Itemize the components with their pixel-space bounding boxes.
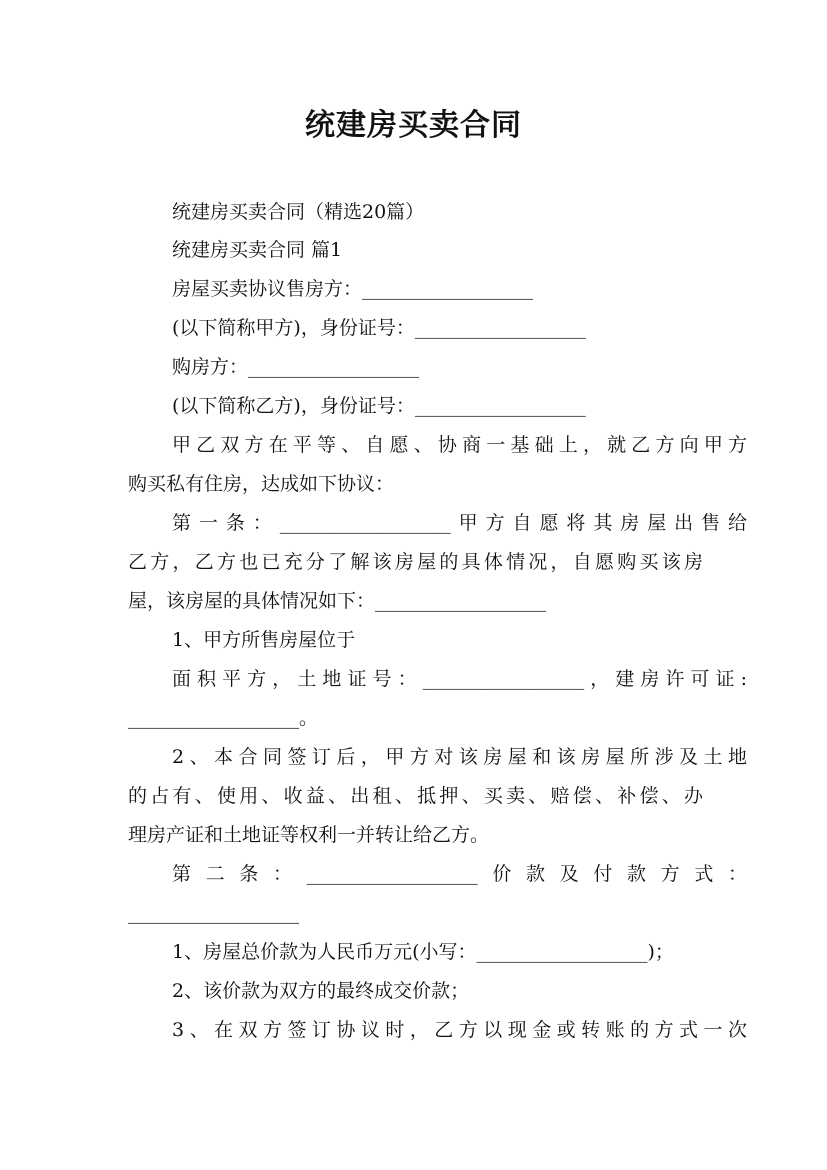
chapter-heading: 统建房买卖合同 篇1 <box>172 239 343 261</box>
article-2-line: 第二条：__________________价款及付款方式： <box>172 863 747 885</box>
buyer-id-line: (以下简称乙方)，身份证号：__________________ <box>172 395 586 417</box>
paragraph-line: 购买私有住房，达成如下协议： <box>128 473 395 495</box>
paragraph-line: 乙方，乙方也已充分了解该房屋的具体情况，自愿购买该房 <box>128 551 703 573</box>
paragraph-line: 理房产证和土地证等权利一并转让给乙方。 <box>128 824 490 846</box>
clause-line: 2、该价款为双方的最终成交价款； <box>172 980 470 1002</box>
subtitle-line: 统建房买卖合同（精选20篇） <box>172 201 425 223</box>
paragraph-line: __________________。 <box>128 707 319 729</box>
paragraph-line: 甲乙双方在平等、自愿、协商一基础上，就乙方向甲方 <box>172 434 747 456</box>
clause-line: 1、甲方所售房屋位于 <box>172 629 356 651</box>
article-1-line: 第一条：__________________甲方自愿将其房屋出售给 <box>172 512 747 534</box>
clause-line: 3、在双方签订协议时，乙方以现金或转账的方式一次 <box>172 1019 747 1041</box>
buyer-line: 购房方：__________________ <box>172 356 420 378</box>
paragraph-line: 面积平方，土地证号：_________________，建房许可证: <box>172 668 747 690</box>
seller-id-line: (以下简称甲方)，身份证号：__________________ <box>172 317 586 339</box>
seller-line: 房屋买卖协议售房方：__________________ <box>172 278 534 300</box>
paragraph-line: __________________ <box>128 902 299 924</box>
clause-line: 2、本合同签订后，甲方对该房屋和该房屋所涉及土地 <box>172 746 747 768</box>
paragraph-line: 的占有、使用、收益、出租、抵押、买卖、赔偿、补偿、办 <box>128 785 703 807</box>
clause-line: 1、房屋总价款为人民币万元(小写：__________________)； <box>172 941 674 963</box>
document-title: 统建房买卖合同 <box>305 108 522 143</box>
paragraph-line: 屋，该房屋的具体情况如下：__________________ <box>128 590 547 612</box>
